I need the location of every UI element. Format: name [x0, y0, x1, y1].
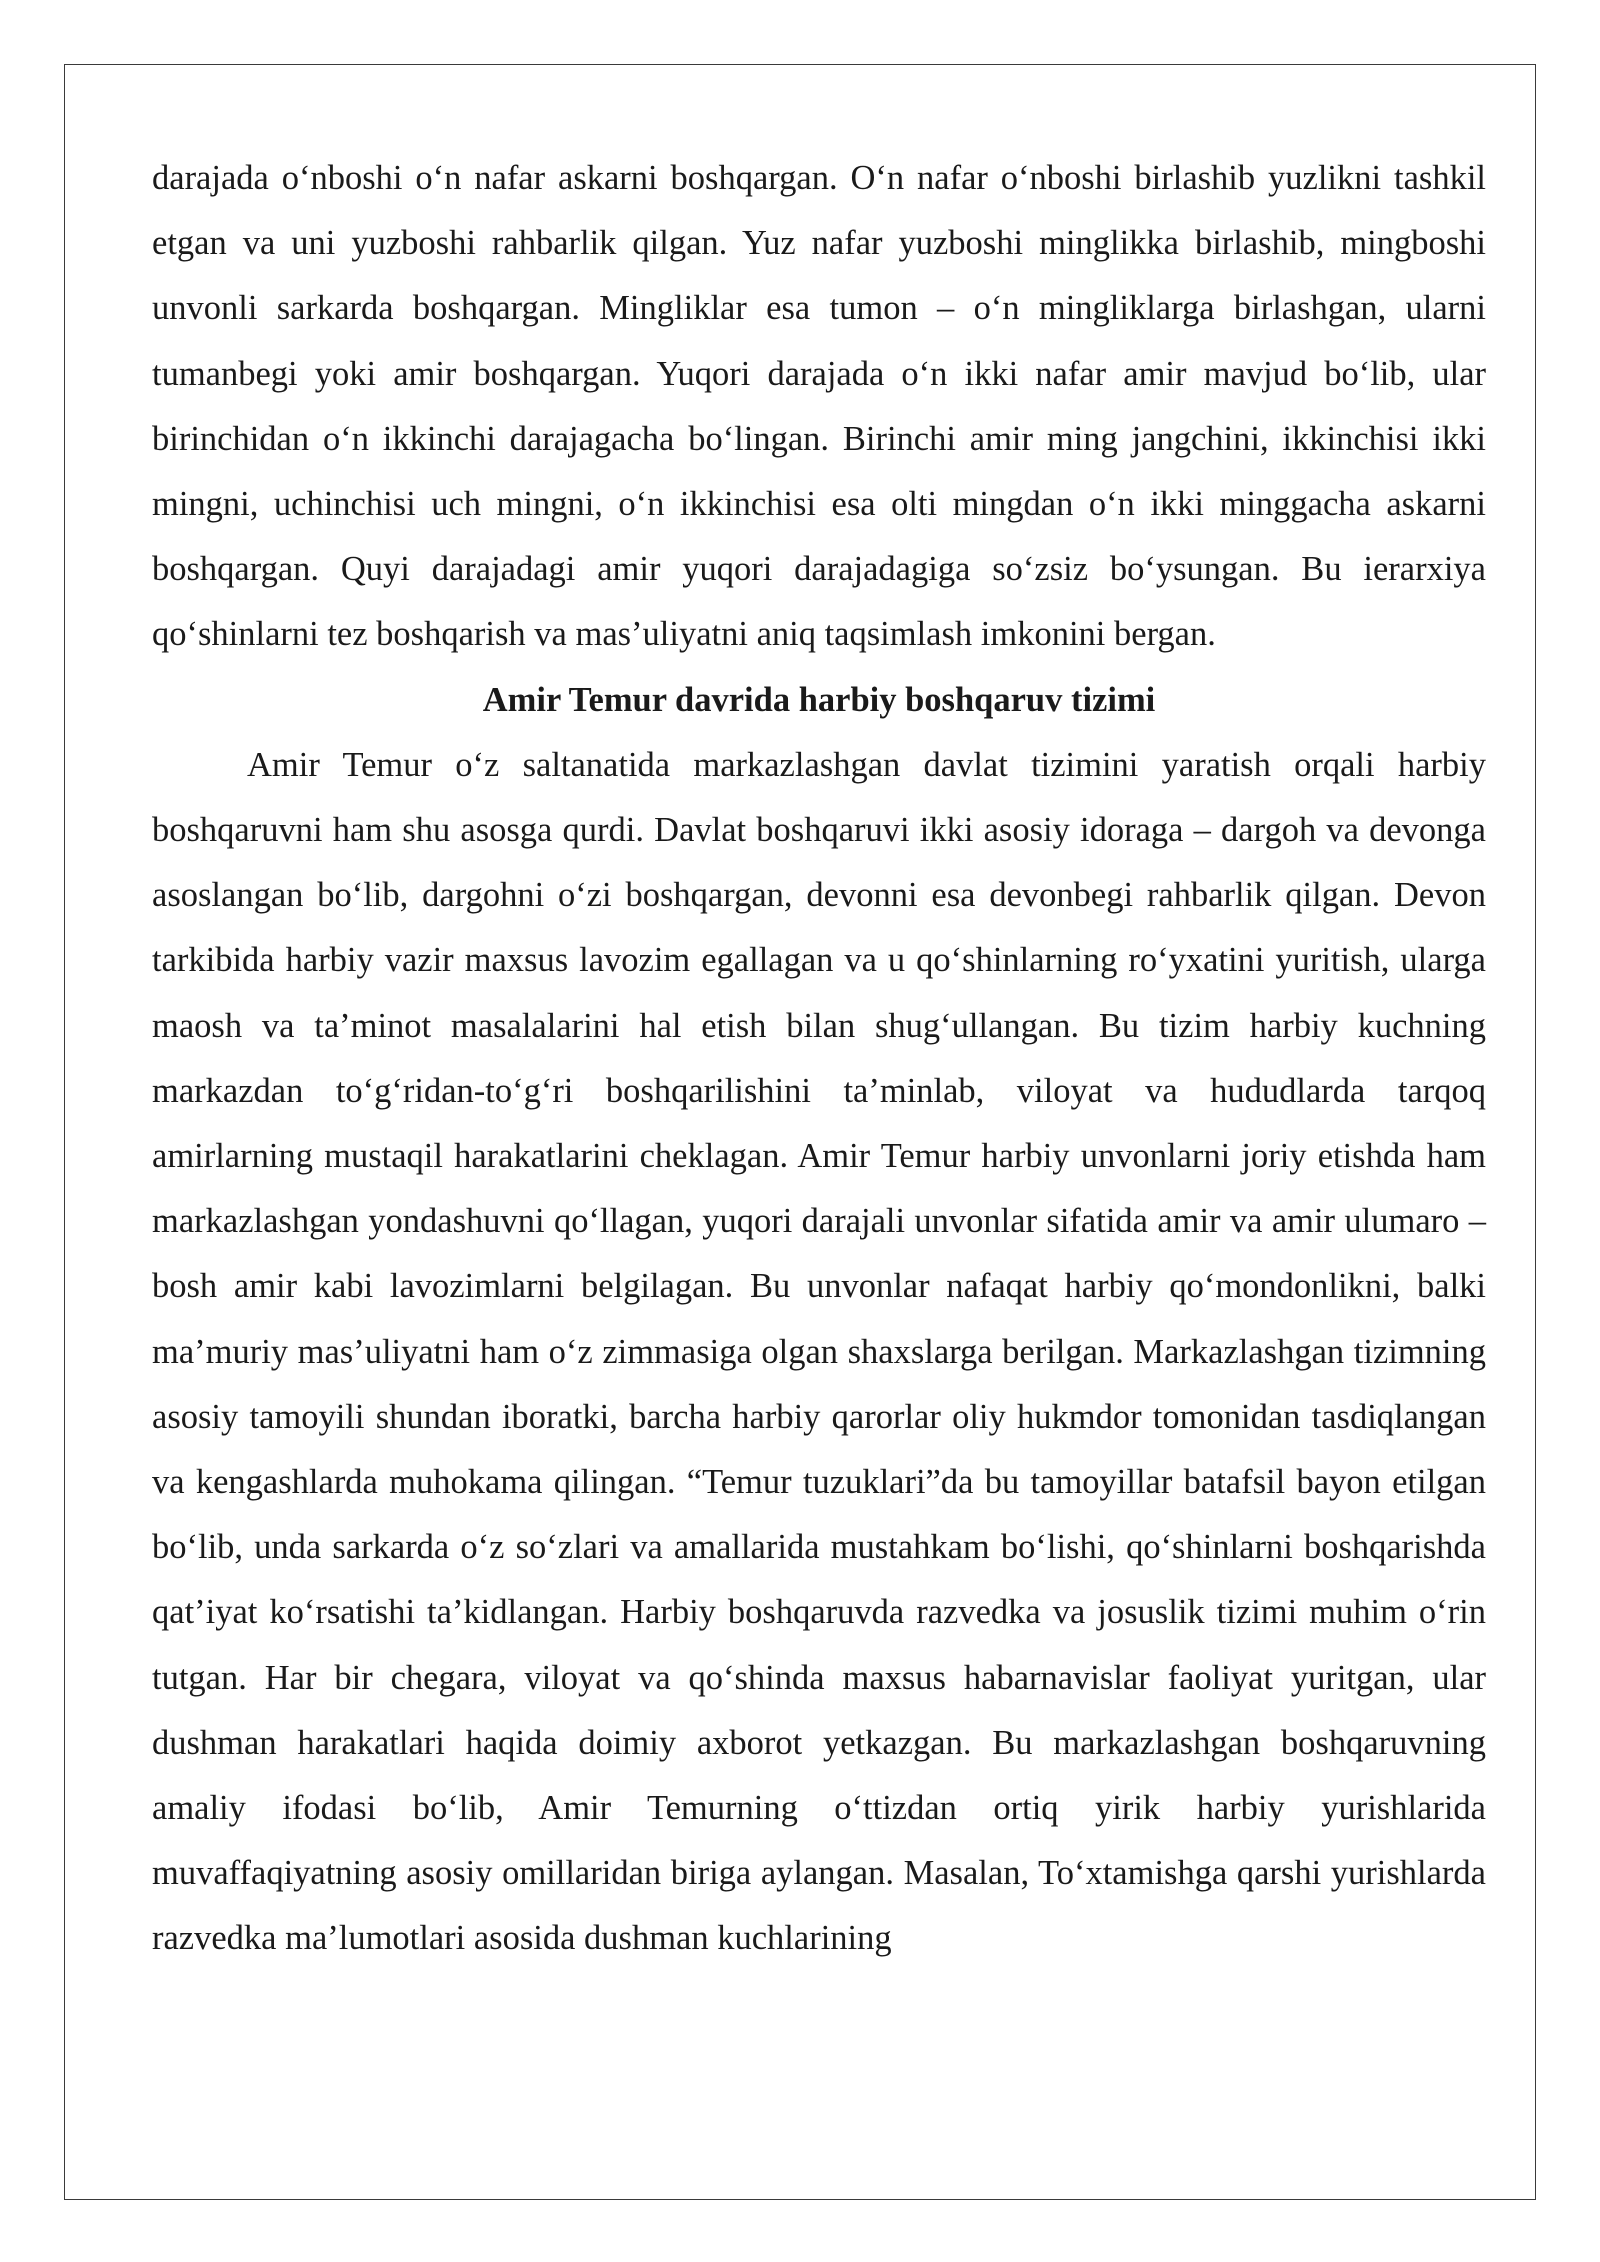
- document-body: [152, 146, 1486, 1972]
- paragraph-continued: darajada o‘nboshi o‘n nafar askarni boshqargan. O‘n nafar o‘nboshi birlashib yuzlikni tashkil etgan va uni yuzboshi rahbarlik qilgan. Yuz nafar yuzboshi minglikka birlashib, mingboshi unvonli sarkarda boshqargan. Mingliklar esa tumon – o‘n mingliklarga birlashgan, ularni tumanbegi yoki amir boshqargan. Yuqori darajada o‘n ikki nafar amir mavjud bo‘lib, ular birinchidan o‘n ikkinchi darajagacha bo‘lingan. Birinchi amir ming jangchini, ikkinchisi ikki mingni, uchinchisi uch mingni, o‘n ikkinchisi esa olti mingdan o‘n ikki minggacha askarni boshqargan. Quyi darajadagi amir yuqori darajadagiga so‘zsiz bo‘ysungan. Bu ierarxiya qo‘shinlarni tez boshqarish va mas’uliyatni aniq taqsimlash imkonini bergan.: [152, 159, 1486, 654]
- paragraph-main: Amir Temur o‘z saltanatida markazlashgan davlat tizimini yaratish orqali harbiy boshqaruvni ham shu asosga qurdi. Davlat boshqaruvi ikki asosiy idoraga – dargoh va devonga asoslangan bo‘lib, dargohni o‘zi boshqargan, devonni esa devonbegi rahbarlik qilgan. Devon tarkibida harbiy vazir maxsus lavozim egallagan va u qo‘shinlarning ro‘yxatini yuritish, ularga maosh va ta’minot masalalarini hal etish bilan shug‘ullangan. Bu tizim harbiy kuchning markazdan to‘g‘ridan-to‘g‘ri boshqarilishini ta’minlab, viloyat va hududlarda tarqoq amirlarning mustaqil harakatlarini cheklagan. Amir Temur harbiy unvonlarni joriy etishda ham markazlashgan yondashuvni qo‘llagan, yuqori darajali unvonlar sifatida amir va amir ulumaro – bosh amir kabi lavozimlarni belgilagan. Bu unvonlar nafaqat harbiy qo‘mondonlikni, balki ma’muriy mas’uliyatni ham o‘z zimmasiga olgan shaxslarga berilgan. Markazlashgan tizimning asosiy tamoyili shundan iboratki, barcha harbiy qarorlar oliy hukmdor tomonidan tasdiqlangan va kengashlarda muhokama qilingan. “Temur tuzuklari”da bu tamoyillar batafsil bayon etilgan bo‘lib, unda sarkarda o‘z so‘zlari va amallarida mustahkam bo‘lishi, qo‘shinlarni boshqarishda qat’iyat ko‘rsatishi ta’kidlangan. Harbiy boshqaruvda razvedka va josuslik tizimi muhim o‘rin tutgan. Har bir chegara, viloyat va qo‘shinda maxsus habarnavislar faoliyat yuritgan, ular dushman harakatlari haqida doimiy axborot yetkazgan. Bu markazlashgan boshqaruvning amaliy ifodasi bo‘lib, Amir Temurning o‘ttizdan ortiq yirik harbiy yurishlarida muvaffaqiyatning asosiy omillaridan biriga aylangan. Masalan, To‘xtamishga qarshi yurishlarda razvedka ma’lumotlari asosida dushman kuchlarining: [152, 745, 1486, 1958]
- section-heading: Amir Temur davrida harbiy boshqaruv tizimi: [482, 680, 1156, 719]
